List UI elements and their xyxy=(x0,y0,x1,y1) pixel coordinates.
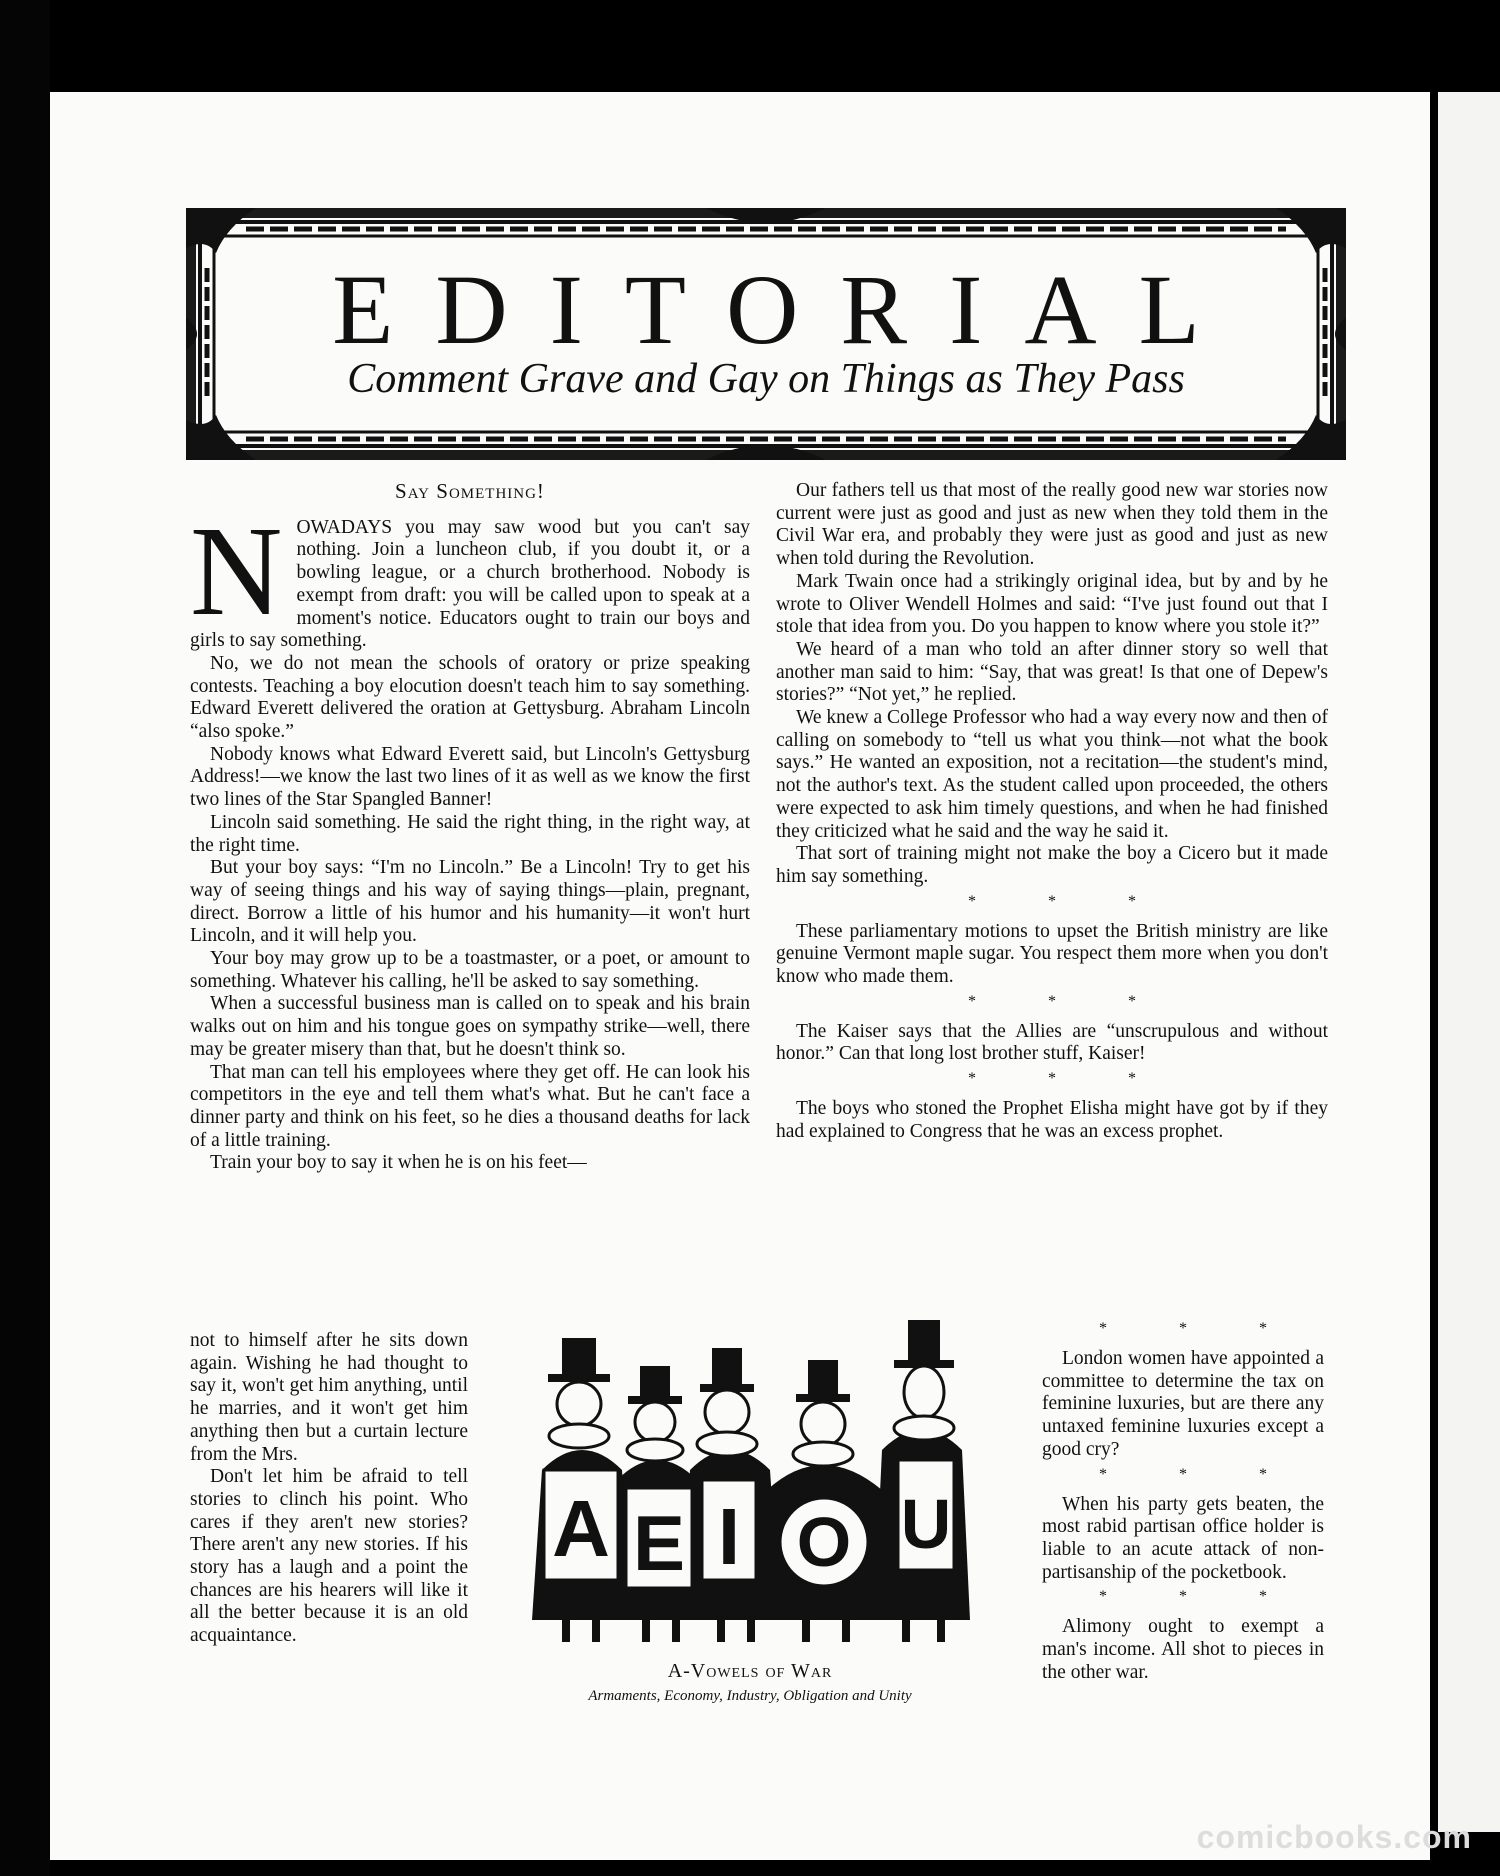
paragraph: We knew a College Professor who had a way every now and then of calling on somebody to “tell us what you think—not what the book says.” He wanted an exposition, not a recitation—the student's mind, not the author's text. As the student called upon proceeded, the others were expected to ask him timely questions, and when he had finished they criticized what he said and the way he said it. xyxy=(776,707,1328,842)
letter-u: U xyxy=(900,1485,952,1563)
paragraph: The boys who stoned the Prophet Elisha might have got by if they had explained to Congress that he was an excess prophet. xyxy=(776,1098,1328,1142)
paragraph: That man can tell his employees where they get off. He can look his competitors in the eye and tell them what's what. But he can't face a dinner party and think on his feet, so he dies a thousand deaths for lack of a little training. xyxy=(190,1061,750,1151)
paragraph: Train your boy to say it when he is on his feet— xyxy=(210,1152,587,1174)
illustration-caption: A-Vowels of War xyxy=(667,1660,833,1682)
right-narrow-column xyxy=(1042,1316,1324,1684)
watermark: comicbooks.com xyxy=(1196,1819,1472,1855)
section-divider: * * * xyxy=(968,992,1170,1010)
left-narrow-column xyxy=(190,1330,468,1648)
letter-a: A xyxy=(552,1484,610,1573)
paragraph: Don't let him be afraid to tell stories to clinch his point. Who cares if they aren't new stories? There aren't any new stories. If his story has a laugh and a point the chances are his hearers will like it all the better because it is an old acquaintance. xyxy=(190,1466,468,1647)
banner-subtitle: Comment Grave and Gay on Things as They Pass xyxy=(347,356,1185,402)
paragraph: These parliamentary motions to upset the British ministry are like genuine Vermont maple sugar. You respect them more when you don't know who made them. xyxy=(776,920,1328,988)
editorial-banner xyxy=(186,208,1346,460)
banner-title: EDITORIAL xyxy=(332,254,1242,365)
facing-page-edge xyxy=(1438,92,1500,1832)
vowels-of-war-illustration xyxy=(522,1320,1010,1650)
paragraph: We heard of a man who told an after dinner story so well that another man said to him: “Say, that was great! Is that one of Depew's stories?” “Not yet,” he replied. xyxy=(776,638,1328,706)
section-divider: * * * xyxy=(968,1070,1170,1088)
right-column xyxy=(776,480,1328,1144)
paragraph: Alimony ought to exempt a man's income. All shot to pieces in the other war. xyxy=(1042,1616,1324,1683)
scan-left-edge xyxy=(0,0,50,1876)
paragraph: The Kaiser says that the Allies are “unscrupulous and without honor.” Can that long lost brother stuff, Kaiser! xyxy=(776,1020,1328,1065)
section-divider: * * * xyxy=(1099,1465,1301,1483)
paragraph: Our fathers tell us that most of the really good new war stories now current were just as good and just as new when they told them in the Civil War era, and probably they were just as good and just as new when told during the Revolution. xyxy=(776,480,1328,570)
paragraph: not to himself after he sits down again. Wishing he had thought to say it, won't get him anything, until he marries, and it won't get him anything then but a curtain lecture from the Mrs. xyxy=(190,1330,468,1465)
paragraph: Lincoln said something. He said the right thing, in the right way, at the right time. xyxy=(190,811,750,856)
section-divider: * * * xyxy=(1099,1588,1301,1606)
paragraph: OWADAYS you may saw wood but you can't say nothing. Join a luncheon club, if you doubt it, or a bowling league, or a church brotherhood. Nobody is exempt from draft: you will be called upon to speak at a moment's notice. Educators ought to train our boys and girls to say something. xyxy=(190,516,750,652)
paragraph: Your boy may grow up to be a toastmaster, or a poet, or amount to something. Whatever his calling, he'll be asked to say something. xyxy=(190,948,750,992)
paragraph: But your boy says: “I'm no Lincoln.” Be a Lincoln! Try to get his way of seeing things and his way of saying things—plain, pregnant, direct. Borrow a little of his humor and his humanity—it won't hurt Lincoln, and it will help you. xyxy=(190,857,750,947)
drop-cap: N xyxy=(190,499,283,642)
letter-i: I xyxy=(717,1492,741,1581)
section-divider: * * * xyxy=(1099,1320,1301,1337)
illustration-subcaption: Armaments, Economy, Industry, Obligation and Unity xyxy=(588,1688,912,1704)
paragraph: When a successful business man is called on to speak and his brain walks out on him and his tongue goes on sympathy strike—well, there may be greater misery than that, but he doesn't think so. xyxy=(190,993,750,1060)
paragraph: No, we do not mean the schools of oratory or prize speaking contests. Teaching a boy elocution doesn't teach him to say something. Edward Everett delivered the oration at Gettysburg. Abraham Lincoln “also spoke.” xyxy=(190,652,750,743)
letter-o: O xyxy=(796,1503,852,1581)
section-divider: * * * xyxy=(968,892,1170,910)
left-column xyxy=(190,480,750,1175)
paragraph: London women have appointed a committee to determine the tax on feminine luxuries, but are there any untaxed feminine luxuries except a good cry? xyxy=(1042,1348,1324,1460)
article-heading: Say Something! xyxy=(395,479,545,503)
letter-e: E xyxy=(632,1499,686,1587)
paragraph: When his party gets beaten, the most rabid partisan office holder is liable to an acute attack of non-partisanship of the pocketbook. xyxy=(1042,1493,1324,1583)
paragraph: Nobody knows what Edward Everett said, but Lincoln's Gettysburg Address!—we know the last two lines of it as well as we know the first two lines of the Star Spangled Banner! xyxy=(190,743,750,811)
paragraph: Mark Twain once had a strikingly original idea, but by and by he wrote to Oliver Wendell Holmes and said: “I've just found out that I stole that idea from you. Do you happen to know where you stole it?” xyxy=(776,570,1328,638)
paragraph: That sort of training might not make the boy a Cicero but it made him say something. xyxy=(776,843,1328,887)
